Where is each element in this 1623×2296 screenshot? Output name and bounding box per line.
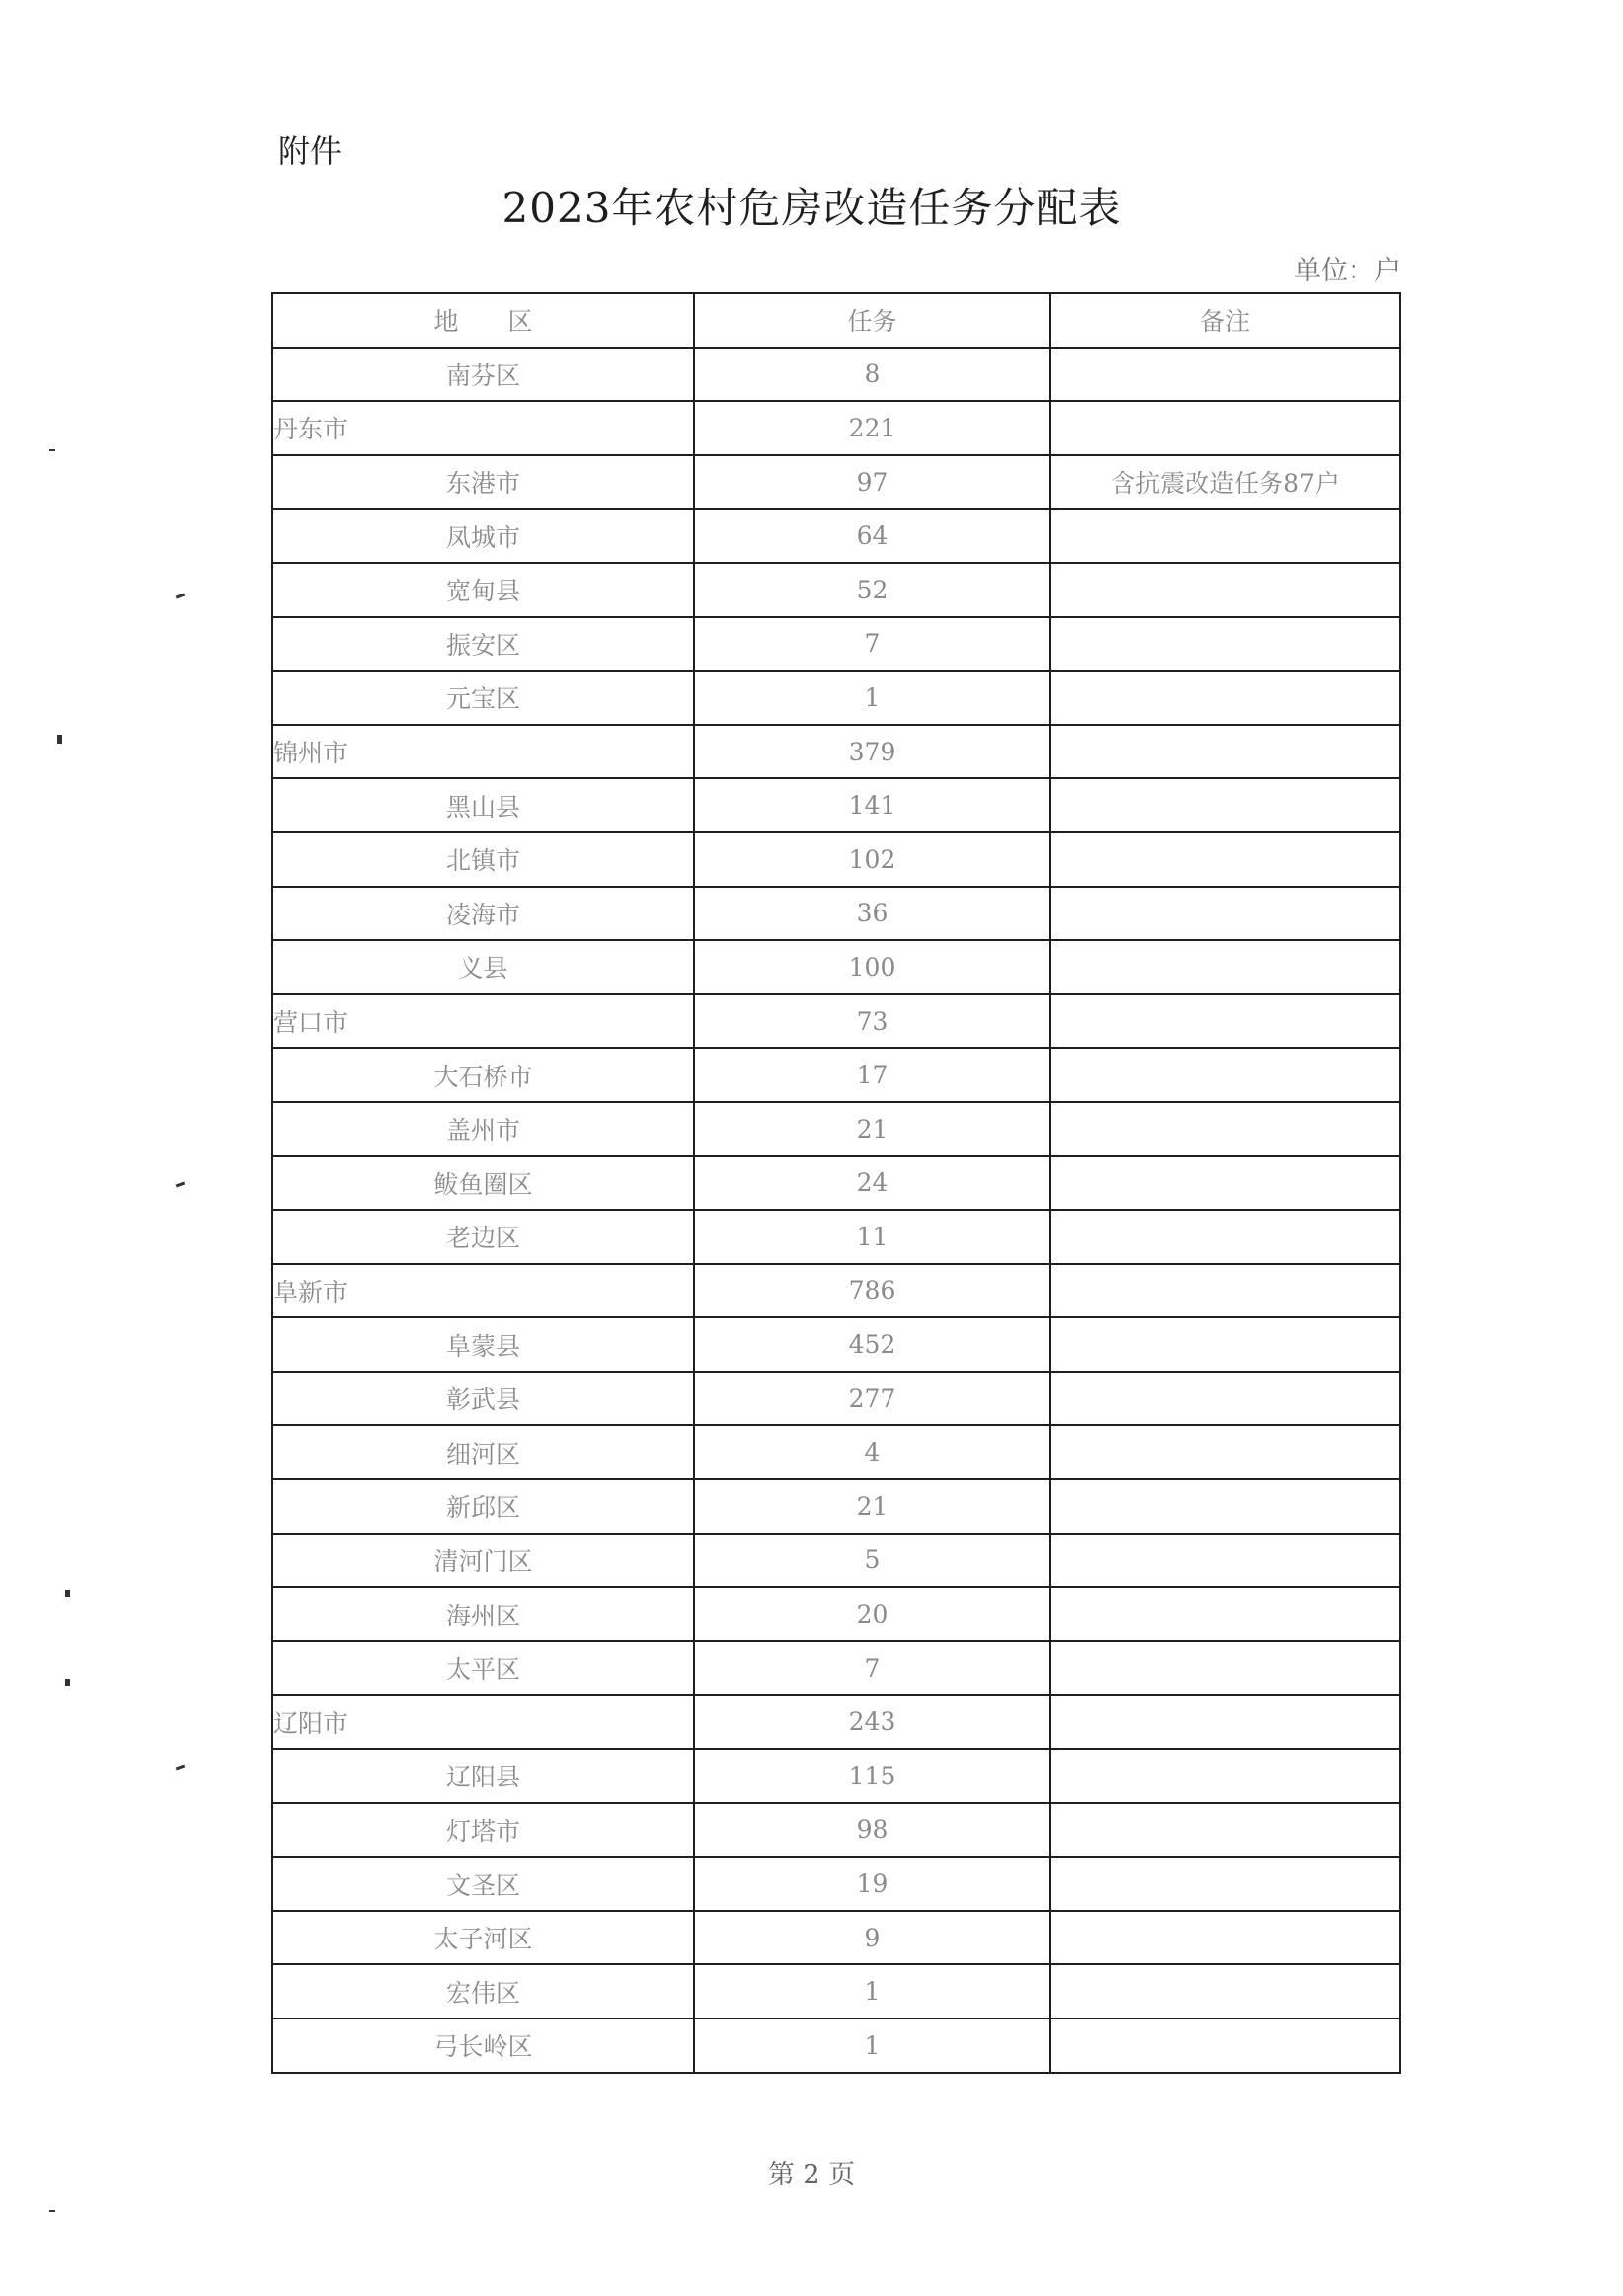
task-cell: 24 xyxy=(694,1156,1050,1211)
scan-mark xyxy=(49,2210,55,2212)
table-row xyxy=(272,1102,1400,1156)
task-cell: 98 xyxy=(694,1803,1050,1858)
task-cell: 97 xyxy=(694,455,1050,510)
unit-label: 单位：户 xyxy=(1294,256,1401,286)
task-cell: 277 xyxy=(694,1372,1050,1426)
task-cell: 243 xyxy=(694,1695,1050,1749)
note-cell xyxy=(1050,1857,1400,1911)
note-cell xyxy=(1050,1210,1400,1264)
note-cell xyxy=(1050,671,1400,725)
scan-mark xyxy=(49,449,55,451)
note-cell xyxy=(1050,1048,1400,1102)
table-row xyxy=(272,671,1400,725)
table-row-city xyxy=(272,725,1400,779)
task-allocation-table xyxy=(271,292,1401,2074)
table-row-city xyxy=(272,1264,1400,1318)
region-cell: 鲅鱼圈区 xyxy=(272,1156,694,1211)
note-cell xyxy=(1050,940,1400,994)
header-task: 任务 xyxy=(694,293,1050,348)
scan-mark xyxy=(65,1590,70,1597)
table-row xyxy=(272,832,1400,887)
note-cell xyxy=(1050,1695,1400,1749)
region-cell: 凌海市 xyxy=(272,887,694,941)
region-cell: 丹东市 xyxy=(272,401,694,455)
note-cell xyxy=(1050,1964,1400,2019)
table-row-city xyxy=(272,1695,1400,1749)
table-row xyxy=(272,887,1400,941)
note-cell xyxy=(1050,778,1400,832)
task-cell: 115 xyxy=(694,1749,1050,1803)
task-cell: 21 xyxy=(694,1479,1050,1534)
scan-mark xyxy=(65,1679,70,1686)
task-cell: 9 xyxy=(694,1911,1050,1965)
task-cell: 1 xyxy=(694,1964,1050,2019)
note-cell xyxy=(1050,617,1400,672)
region-cell: 振安区 xyxy=(272,617,694,672)
task-cell: 7 xyxy=(694,1641,1050,1696)
region-cell: 南芬区 xyxy=(272,348,694,402)
region-cell: 辽阳县 xyxy=(272,1749,694,1803)
note-cell xyxy=(1050,563,1400,617)
task-cell: 21 xyxy=(694,1102,1050,1156)
table-row xyxy=(272,1857,1400,1911)
region-cell: 黑山县 xyxy=(272,778,694,832)
note-cell xyxy=(1050,2019,1400,2073)
region-cell: 阜蒙县 xyxy=(272,1317,694,1372)
attachment-label: 附件 xyxy=(278,132,343,170)
region-cell: 宽甸县 xyxy=(272,563,694,617)
task-cell: 1 xyxy=(694,2019,1050,2073)
scan-mark xyxy=(176,594,185,599)
scan-mark xyxy=(176,1182,185,1188)
region-cell: 细河区 xyxy=(272,1425,694,1479)
note-cell xyxy=(1050,887,1400,941)
scan-mark xyxy=(176,1765,185,1771)
region-cell: 锦州市 xyxy=(272,725,694,779)
table-row xyxy=(272,1156,1400,1211)
table-row xyxy=(272,1534,1400,1588)
task-cell: 452 xyxy=(694,1317,1050,1372)
scan-mark xyxy=(57,735,62,744)
region-cell: 阜新市 xyxy=(272,1264,694,1318)
task-cell: 64 xyxy=(694,509,1050,563)
region-cell: 辽阳市 xyxy=(272,1695,694,1749)
table-row xyxy=(272,617,1400,672)
region-cell: 元宝区 xyxy=(272,671,694,725)
task-cell: 20 xyxy=(694,1587,1050,1641)
note-cell xyxy=(1050,832,1400,887)
note-cell xyxy=(1050,1479,1400,1534)
table-row-city xyxy=(272,994,1400,1049)
task-cell: 11 xyxy=(694,1210,1050,1264)
note-cell xyxy=(1050,994,1400,1049)
task-cell: 100 xyxy=(694,940,1050,994)
table-row xyxy=(272,1803,1400,1858)
table-row xyxy=(272,1964,1400,2019)
region-cell: 老边区 xyxy=(272,1210,694,1264)
task-cell: 5 xyxy=(694,1534,1050,1588)
region-cell: 宏伟区 xyxy=(272,1964,694,2019)
region-cell: 海州区 xyxy=(272,1587,694,1641)
note-cell xyxy=(1050,1641,1400,1696)
note-cell xyxy=(1050,509,1400,563)
table-row xyxy=(272,1641,1400,1696)
note-cell xyxy=(1050,348,1400,402)
region-cell: 东港市 xyxy=(272,455,694,510)
table-row xyxy=(272,1749,1400,1803)
header-region: 地 区 xyxy=(272,293,694,348)
task-cell: 141 xyxy=(694,778,1050,832)
table-row xyxy=(272,348,1400,402)
region-cell: 太子河区 xyxy=(272,1911,694,1965)
note-cell xyxy=(1050,1425,1400,1479)
note-cell xyxy=(1050,1534,1400,1588)
region-cell: 文圣区 xyxy=(272,1857,694,1911)
task-cell: 73 xyxy=(694,994,1050,1049)
note-cell xyxy=(1050,1156,1400,1211)
table-row xyxy=(272,940,1400,994)
region-cell: 北镇市 xyxy=(272,832,694,887)
region-cell: 彰武县 xyxy=(272,1372,694,1426)
task-cell: 7 xyxy=(694,617,1050,672)
task-cell: 221 xyxy=(694,401,1050,455)
table-row xyxy=(272,778,1400,832)
region-cell: 凤城市 xyxy=(272,509,694,563)
table-row xyxy=(272,1048,1400,1102)
task-cell: 786 xyxy=(694,1264,1050,1318)
task-cell: 102 xyxy=(694,832,1050,887)
note-cell xyxy=(1050,1317,1400,1372)
table-row xyxy=(272,1210,1400,1264)
table-row xyxy=(272,1479,1400,1534)
table-row xyxy=(272,509,1400,563)
region-cell: 义县 xyxy=(272,940,694,994)
note-cell: 含抗震改造任务87户 xyxy=(1050,455,1400,510)
note-cell xyxy=(1050,401,1400,455)
region-cell: 清河门区 xyxy=(272,1534,694,1588)
region-cell: 太平区 xyxy=(272,1641,694,1696)
note-cell xyxy=(1050,1911,1400,1965)
header-note: 备注 xyxy=(1050,293,1400,348)
note-cell xyxy=(1050,1264,1400,1318)
note-cell xyxy=(1050,1803,1400,1858)
task-cell: 52 xyxy=(694,563,1050,617)
table-row xyxy=(272,1587,1400,1641)
note-cell xyxy=(1050,1587,1400,1641)
task-cell: 19 xyxy=(694,1857,1050,1911)
table-row xyxy=(272,2019,1400,2073)
task-cell: 36 xyxy=(694,887,1050,941)
region-cell: 弓长岭区 xyxy=(272,2019,694,2073)
table-row xyxy=(272,1317,1400,1372)
task-cell: 1 xyxy=(694,671,1050,725)
note-cell xyxy=(1050,1102,1400,1156)
note-cell xyxy=(1050,1749,1400,1803)
region-cell: 新邱区 xyxy=(272,1479,694,1534)
region-cell: 灯塔市 xyxy=(272,1803,694,1858)
region-cell: 营口市 xyxy=(272,994,694,1049)
task-cell: 4 xyxy=(694,1425,1050,1479)
region-cell: 盖州市 xyxy=(272,1102,694,1156)
note-cell xyxy=(1050,1372,1400,1426)
page-title: 2023年农村危房改造任务分配表 xyxy=(502,184,1121,232)
table-row-city xyxy=(272,401,1400,455)
task-cell: 17 xyxy=(694,1048,1050,1102)
task-cell: 8 xyxy=(694,348,1050,402)
table-row xyxy=(272,1372,1400,1426)
region-cell: 大石桥市 xyxy=(272,1048,694,1102)
task-cell: 379 xyxy=(694,725,1050,779)
table-row xyxy=(272,563,1400,617)
table-row xyxy=(272,1425,1400,1479)
table-header-row xyxy=(272,293,1400,348)
table-row xyxy=(272,455,1400,510)
table-row xyxy=(272,1911,1400,1965)
note-cell xyxy=(1050,725,1400,779)
page-number: 第 2 页 xyxy=(767,2160,856,2190)
